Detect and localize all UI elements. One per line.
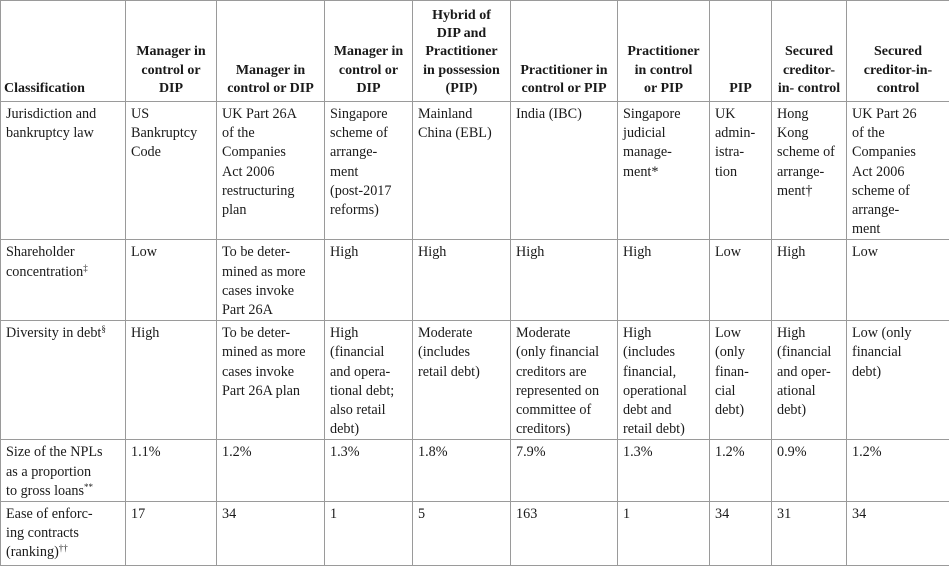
table-row-jurisdiction bbox=[1, 102, 949, 240]
table-cell: 5 bbox=[413, 502, 511, 566]
table-row-diversity-in-debt bbox=[1, 321, 949, 440]
table-cell: 163 bbox=[511, 502, 618, 566]
table-cell: UK Part 26 of the Companies Act 2006 scheme of arrange- ment bbox=[847, 102, 949, 240]
header-classification: Classification bbox=[1, 1, 126, 102]
table-cell: Singapore judicial manage- ment* bbox=[618, 102, 710, 240]
table-cell: 31 bbox=[772, 502, 847, 566]
table-cell: 17 bbox=[126, 502, 217, 566]
header-col-4: Hybrid of DIP and Practitioner in possession (PIP) bbox=[413, 1, 511, 102]
table-cell: 1.3% bbox=[325, 440, 413, 502]
table-cell: 34 bbox=[217, 502, 325, 566]
table-cell: High bbox=[126, 321, 217, 440]
table-cell: 1 bbox=[325, 502, 413, 566]
table-cell: UK Part 26A of the Companies Act 2006 restructuring plan bbox=[217, 102, 325, 240]
table-cell: High (includes financial, operational debt and retail debt) bbox=[618, 321, 710, 440]
table-cell: Low bbox=[126, 240, 217, 321]
table-header-row bbox=[1, 1, 949, 102]
table-cell: High bbox=[618, 240, 710, 321]
header-col-6: Practitioner in control or PIP bbox=[618, 1, 710, 102]
table-cell: Low bbox=[710, 240, 772, 321]
row-label: Jurisdiction and bankruptcy law bbox=[1, 102, 126, 240]
table-cell: Moderate (includes retail debt) bbox=[413, 321, 511, 440]
table-cell: Low bbox=[847, 240, 949, 321]
row-label: Shareholder concentration‡ bbox=[1, 240, 126, 321]
table-cell: 7.9% bbox=[511, 440, 618, 502]
table-cell: 1.2% bbox=[847, 440, 949, 502]
table-cell: 1.8% bbox=[413, 440, 511, 502]
row-label: Diversity in debt§ bbox=[1, 321, 126, 440]
header-col-1: Manager in control or DIP bbox=[126, 1, 217, 102]
table-cell: High bbox=[511, 240, 618, 321]
header-col-7: PIP bbox=[710, 1, 772, 102]
table-cell: High bbox=[325, 240, 413, 321]
table-cell: To be deter- mined as more cases invoke Part 26A bbox=[217, 240, 325, 321]
table-cell: 1 bbox=[618, 502, 710, 566]
header-col-8: Secured creditor- in- control bbox=[772, 1, 847, 102]
table-cell: Low (only finan- cial debt) bbox=[710, 321, 772, 440]
table-cell: 34 bbox=[710, 502, 772, 566]
table-cell: Moderate (only financial creditors are represented on committee of creditors) bbox=[511, 321, 618, 440]
table-cell: 1.1% bbox=[126, 440, 217, 502]
table-row-shareholder-concentration bbox=[1, 240, 949, 321]
table-row-enforcing-contracts bbox=[1, 502, 949, 566]
header-col-5: Practitioner in control or PIP bbox=[511, 1, 618, 102]
table-cell: High (financial and oper- ational debt) bbox=[772, 321, 847, 440]
table-cell: 34 bbox=[847, 502, 949, 566]
table-cell: 0.9% bbox=[772, 440, 847, 502]
table-cell: 1.3% bbox=[618, 440, 710, 502]
header-col-3: Manager in control or DIP bbox=[325, 1, 413, 102]
table-cell: Singapore scheme of arrange- ment (post-2017 reforms) bbox=[325, 102, 413, 240]
row-label: Size of the NPLs as a proportion to gross loans** bbox=[1, 440, 126, 502]
table-cell: US Bankruptcy Code bbox=[126, 102, 217, 240]
header-col-9: Secured creditor-in- control bbox=[847, 1, 949, 102]
table-cell: India (IBC) bbox=[511, 102, 618, 240]
row-label: Ease of enforc- ing contracts (ranking)†† bbox=[1, 502, 126, 566]
table-row-npl-size bbox=[1, 440, 949, 502]
table-cell: High (financial and opera- tional debt; also retail debt) bbox=[325, 321, 413, 440]
table-cell: 1.2% bbox=[710, 440, 772, 502]
table-cell: To be deter- mined as more cases invoke Part 26A plan bbox=[217, 321, 325, 440]
table-cell: Mainland China (EBL) bbox=[413, 102, 511, 240]
table-cell: Hong Kong scheme of arrange- ment† bbox=[772, 102, 847, 240]
table-cell: 1.2% bbox=[217, 440, 325, 502]
table-cell: High bbox=[772, 240, 847, 321]
table-cell: Low (only financial debt) bbox=[847, 321, 949, 440]
table-cell: High bbox=[413, 240, 511, 321]
table-cell: UK admin- istra- tion bbox=[710, 102, 772, 240]
header-col-2: Manager in control or DIP bbox=[217, 1, 325, 102]
